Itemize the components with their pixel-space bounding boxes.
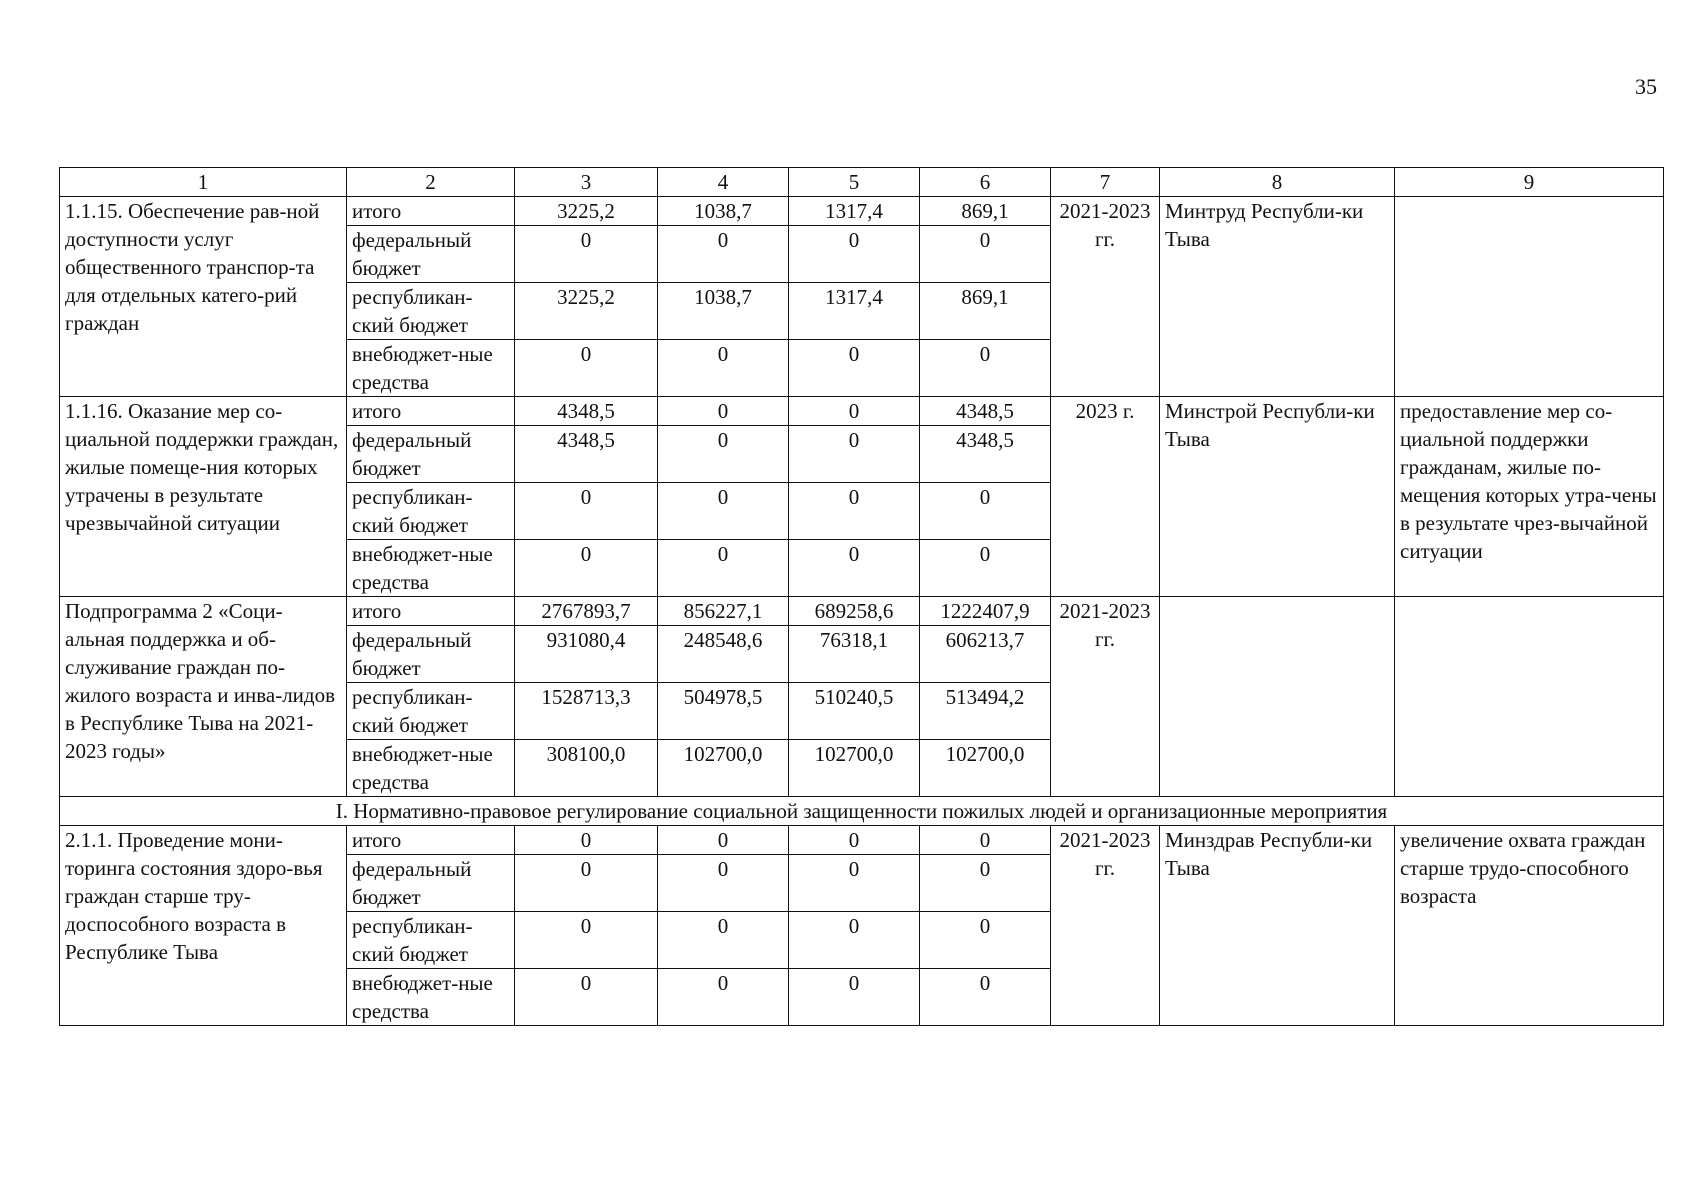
amount-cell: 0 bbox=[789, 912, 920, 969]
amount-cell: 248548,6 bbox=[658, 626, 789, 683]
column-number: 6 bbox=[920, 168, 1051, 197]
amount-cell: 102700,0 bbox=[789, 740, 920, 797]
amount-cell: 102700,0 bbox=[920, 740, 1051, 797]
amount-cell: 869,1 bbox=[920, 197, 1051, 226]
amount-cell: 0 bbox=[789, 426, 920, 483]
executor-cell bbox=[1160, 597, 1395, 797]
funding-source: внебюджет-ные средства bbox=[347, 540, 515, 597]
column-number: 2 bbox=[347, 168, 515, 197]
table-row bbox=[60, 597, 1664, 626]
funding-source: федеральный бюджет bbox=[347, 855, 515, 912]
amount-cell: 0 bbox=[920, 340, 1051, 397]
funding-source: итого bbox=[347, 826, 515, 855]
amount-cell: 0 bbox=[789, 969, 920, 1026]
amount-cell: 4348,5 bbox=[515, 397, 658, 426]
funding-source: итого bbox=[347, 597, 515, 626]
amount-cell: 0 bbox=[515, 969, 658, 1026]
funding-source: республикан-ский бюджет bbox=[347, 283, 515, 340]
amount-cell: 0 bbox=[789, 397, 920, 426]
table-row bbox=[60, 826, 1664, 855]
amount-cell: 0 bbox=[789, 540, 920, 597]
amount-cell: 0 bbox=[515, 226, 658, 283]
amount-cell: 0 bbox=[658, 426, 789, 483]
amount-cell: 504978,5 bbox=[658, 683, 789, 740]
amount-cell: 76318,1 bbox=[789, 626, 920, 683]
amount-cell: 0 bbox=[920, 855, 1051, 912]
amount-cell: 0 bbox=[920, 540, 1051, 597]
table-row bbox=[60, 397, 1664, 426]
amount-cell: 0 bbox=[658, 340, 789, 397]
executor-cell: Минтруд Республи-ки Тыва bbox=[1160, 197, 1395, 397]
amount-cell: 0 bbox=[658, 912, 789, 969]
amount-cell: 1317,4 bbox=[789, 197, 920, 226]
amount-cell: 3225,2 bbox=[515, 197, 658, 226]
column-number: 4 bbox=[658, 168, 789, 197]
amount-cell: 0 bbox=[920, 912, 1051, 969]
funding-source: внебюджет-ные средства bbox=[347, 340, 515, 397]
amount-cell: 0 bbox=[515, 340, 658, 397]
column-number: 7 bbox=[1051, 168, 1160, 197]
amount-cell: 0 bbox=[920, 969, 1051, 1026]
funding-source: итого bbox=[347, 197, 515, 226]
amount-cell: 869,1 bbox=[920, 283, 1051, 340]
amount-cell: 510240,5 bbox=[789, 683, 920, 740]
amount-cell: 0 bbox=[789, 826, 920, 855]
amount-cell: 856227,1 bbox=[658, 597, 789, 626]
amount-cell: 2767893,7 bbox=[515, 597, 658, 626]
amount-cell: 0 bbox=[658, 226, 789, 283]
amount-cell: 1222407,9 bbox=[920, 597, 1051, 626]
amount-cell: 689258,6 bbox=[789, 597, 920, 626]
funding-source: федеральный бюджет bbox=[347, 226, 515, 283]
amount-cell: 1317,4 bbox=[789, 283, 920, 340]
funding-source: итого bbox=[347, 397, 515, 426]
amount-cell: 0 bbox=[658, 540, 789, 597]
amount-cell: 0 bbox=[658, 855, 789, 912]
amount-cell: 4348,5 bbox=[920, 426, 1051, 483]
result-cell: увеличение охвата граждан старше трудо-способного возраста bbox=[1395, 826, 1664, 1026]
amount-cell: 0 bbox=[515, 540, 658, 597]
amount-cell: 308100,0 bbox=[515, 740, 658, 797]
result-cell bbox=[1395, 597, 1664, 797]
amount-cell: 0 bbox=[515, 912, 658, 969]
program-table bbox=[59, 167, 1664, 1026]
executor-cell: Минстрой Республи-ки Тыва bbox=[1160, 397, 1395, 597]
amount-cell: 1038,7 bbox=[658, 197, 789, 226]
amount-cell: 0 bbox=[920, 826, 1051, 855]
amount-cell: 0 bbox=[920, 483, 1051, 540]
amount-cell: 4348,5 bbox=[515, 426, 658, 483]
result-cell: предоставление мер со-циальной поддержки гражданам, жилые по-мещения которых утра-чены в результате чрез-вычайной ситуации bbox=[1395, 397, 1664, 597]
column-number: 8 bbox=[1160, 168, 1395, 197]
amount-cell: 102700,0 bbox=[658, 740, 789, 797]
amount-cell: 0 bbox=[658, 397, 789, 426]
amount-cell: 931080,4 bbox=[515, 626, 658, 683]
amount-cell: 0 bbox=[515, 826, 658, 855]
activity-name: Подпрограмма 2 «Соци-альная поддержка и об-служивание граждан по-жилого возраста и инва-лидов в Республике Тыва на 2021-2023 годы» bbox=[60, 597, 347, 797]
amount-cell: 4348,5 bbox=[920, 397, 1051, 426]
column-number: 3 bbox=[515, 168, 658, 197]
section-row bbox=[60, 797, 1664, 826]
funding-source: внебюджет-ные средства bbox=[347, 740, 515, 797]
amount-cell: 1038,7 bbox=[658, 283, 789, 340]
period-cell: 2021-2023 гг. bbox=[1051, 197, 1160, 397]
activity-name: 2.1.1. Проведение мони-торинга состояния здоро-вья граждан старше тру-доспособного возраста в Республике Тыва bbox=[60, 826, 347, 1026]
executor-cell: Минздрав Республи-ки Тыва bbox=[1160, 826, 1395, 1026]
period-cell: 2023 г. bbox=[1051, 397, 1160, 597]
result-cell bbox=[1395, 197, 1664, 397]
column-number: 9 bbox=[1395, 168, 1664, 197]
amount-cell: 0 bbox=[789, 855, 920, 912]
table-row bbox=[60, 197, 1664, 226]
amount-cell: 0 bbox=[789, 226, 920, 283]
amount-cell: 0 bbox=[658, 483, 789, 540]
funding-source: федеральный бюджет bbox=[347, 626, 515, 683]
amount-cell: 0 bbox=[515, 483, 658, 540]
column-number-row bbox=[60, 168, 1664, 197]
column-number: 5 bbox=[789, 168, 920, 197]
amount-cell: 3225,2 bbox=[515, 283, 658, 340]
column-number: 1 bbox=[60, 168, 347, 197]
funding-source: республикан-ский бюджет bbox=[347, 912, 515, 969]
activity-name: 1.1.16. Оказание мер со-циальной поддержки граждан, жилые помеще-ния которых утрачены в результате чрезвычайной ситуации bbox=[60, 397, 347, 597]
amount-cell: 0 bbox=[789, 483, 920, 540]
amount-cell: 606213,7 bbox=[920, 626, 1051, 683]
amount-cell: 0 bbox=[658, 969, 789, 1026]
amount-cell: 0 bbox=[515, 855, 658, 912]
funding-source: республикан-ский бюджет bbox=[347, 683, 515, 740]
amount-cell: 1528713,3 bbox=[515, 683, 658, 740]
amount-cell: 0 bbox=[658, 826, 789, 855]
funding-source: внебюджет-ные средства bbox=[347, 969, 515, 1026]
period-cell: 2021-2023 гг. bbox=[1051, 597, 1160, 797]
amount-cell: 513494,2 bbox=[920, 683, 1051, 740]
amount-cell: 0 bbox=[789, 340, 920, 397]
funding-source: республикан-ский бюджет bbox=[347, 483, 515, 540]
amount-cell: 0 bbox=[920, 226, 1051, 283]
page-number: 35 bbox=[1635, 74, 1657, 99]
activity-name: 1.1.15. Обеспечение рав-ной доступности услуг общественного транспор-та для отдельных катего-рий граждан bbox=[60, 197, 347, 397]
period-cell: 2021-2023 гг. bbox=[1051, 826, 1160, 1026]
funding-source: федеральный бюджет bbox=[347, 426, 515, 483]
section-title: I. Нормативно-правовое регулирование социальной защищенности пожилых людей и организационные мероприятия bbox=[60, 797, 1664, 826]
